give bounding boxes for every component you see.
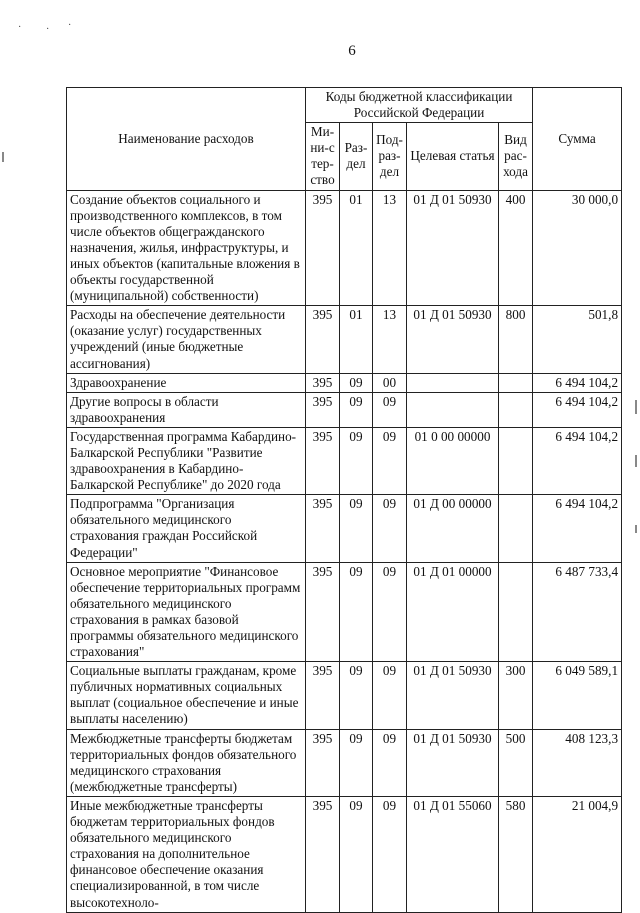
page-number: 6 [348, 43, 356, 59]
table-row [67, 729, 622, 796]
row-section: 09 [340, 495, 373, 562]
row-amount: 408 123,3 [533, 729, 622, 796]
row-name: Основное мероприятие "Финансовое обеспечение территориальных программ обязательного медицинского страхования в рамках базовой программы обязательного медицинского страхования" [67, 562, 306, 662]
row-amount: 6 049 589,1 [533, 662, 622, 729]
row-section: 09 [340, 796, 373, 912]
row-target [407, 392, 499, 427]
table-row [67, 427, 622, 494]
scan-edge-mark [2, 152, 4, 162]
row-name: Социальные выплаты гражданам, кроме публичных нормативных социальных выплат (социальное обеспечение и иные выплаты населению) [67, 662, 306, 729]
scan-edge-mark [635, 525, 637, 533]
row-name: Другие вопросы в области здравоохранения [67, 392, 306, 427]
row-expense-type: 400 [499, 190, 533, 306]
row-subsection: 09 [373, 562, 407, 662]
row-ministry: 395 [306, 662, 340, 729]
row-subsection: 09 [373, 662, 407, 729]
header-expense-type: Вид рас-хода [499, 123, 533, 190]
row-amount: 21 004,9 [533, 796, 622, 912]
row-ministry: 395 [306, 392, 340, 427]
row-expense-type [499, 373, 533, 392]
row-subsection: 13 [373, 306, 407, 373]
header-codes-group: Коды бюджетной классификации Российской Федерации [306, 88, 533, 123]
header-name: Наименование расходов [67, 88, 306, 191]
row-ministry: 395 [306, 373, 340, 392]
row-expense-type: 300 [499, 662, 533, 729]
row-amount: 501,8 [533, 306, 622, 373]
scan-mark: · [18, 22, 22, 33]
row-subsection: 09 [373, 427, 407, 494]
row-expense-type [499, 427, 533, 494]
row-amount: 6 487 733,4 [533, 562, 622, 662]
table-row [67, 562, 622, 662]
row-name: Расходы на обеспечение деятельности (оказание услуг) государственных учреждений (иные бюджетные ассигнования) [67, 306, 306, 373]
header-amount: Сумма [533, 88, 622, 191]
row-name: Государственная программа Кабардино-Балкарской Республики "Развитие здравоохранения в Кабардино-Балкарской Республике" до 2020 года [67, 427, 306, 494]
row-amount: 30 000,0 [533, 190, 622, 306]
table-row [67, 190, 622, 306]
table-row [67, 373, 622, 392]
row-section: 09 [340, 373, 373, 392]
row-ministry: 395 [306, 562, 340, 662]
scan-mark: · [46, 24, 50, 35]
row-expense-type [499, 562, 533, 662]
row-target: 01 Д 01 50930 [407, 190, 499, 306]
header-section: Раз-дел [340, 123, 373, 190]
row-ministry: 395 [306, 796, 340, 912]
row-ministry: 395 [306, 495, 340, 562]
row-target: 01 0 00 00000 [407, 427, 499, 494]
table-row [67, 306, 622, 373]
header-target: Целевая статья [407, 123, 499, 190]
row-amount: 6 494 104,2 [533, 373, 622, 392]
row-expense-type: 500 [499, 729, 533, 796]
row-subsection: 09 [373, 729, 407, 796]
budget-table [66, 87, 622, 913]
row-section: 09 [340, 427, 373, 494]
row-target: 01 Д 01 50930 [407, 662, 499, 729]
row-subsection: 13 [373, 190, 407, 306]
scan-edge-mark [635, 455, 637, 467]
table-row [67, 495, 622, 562]
row-target: 01 Д 00 00000 [407, 495, 499, 562]
row-name: Подпрограмма "Организация обязательного медицинского страхования граждан Российской Федерации" [67, 495, 306, 562]
row-expense-type: 800 [499, 306, 533, 373]
row-ministry: 395 [306, 306, 340, 373]
row-name: Здравоохранение [67, 373, 306, 392]
row-ministry: 395 [306, 729, 340, 796]
header-subsection: Под-раз-дел [373, 123, 407, 190]
row-name: Создание объектов социального и производственного комплексов, в том числе объектов общегражданского назначения, жилья, инфраструктуры, и иных объектов (капитальные вложения в объекты государственной (муниципальной) собственности) [67, 190, 306, 306]
row-ministry: 395 [306, 427, 340, 494]
row-subsection: 00 [373, 373, 407, 392]
table-row [67, 662, 622, 729]
row-expense-type: 580 [499, 796, 533, 912]
row-subsection: 09 [373, 796, 407, 912]
row-section: 09 [340, 729, 373, 796]
row-subsection: 09 [373, 392, 407, 427]
row-subsection: 09 [373, 495, 407, 562]
row-target: 01 Д 01 55060 [407, 796, 499, 912]
row-name: Межбюджетные трансферты бюджетам территориальных фондов обязательного медицинского страхования (межбюджетные трансферты) [67, 729, 306, 796]
row-target: 01 Д 01 50930 [407, 729, 499, 796]
row-name: Иные межбюджетные трансферты бюджетам территориальных фондов обязательного медицинского страхования на дополнительное финансовое обеспечение оказания специализированной, в том числе высокотехноло- [67, 796, 306, 912]
row-section: 09 [340, 392, 373, 427]
row-target [407, 373, 499, 392]
row-ministry: 395 [306, 190, 340, 306]
row-target: 01 Д 01 00000 [407, 562, 499, 662]
row-target: 01 Д 01 50930 [407, 306, 499, 373]
row-section: 01 [340, 306, 373, 373]
row-section: 01 [340, 190, 373, 306]
row-section: 09 [340, 662, 373, 729]
row-expense-type [499, 392, 533, 427]
table-row [67, 796, 622, 912]
scan-mark: · [68, 20, 72, 31]
row-section: 09 [340, 562, 373, 662]
scan-edge-mark [635, 400, 637, 414]
row-amount: 6 494 104,2 [533, 427, 622, 494]
row-amount: 6 494 104,2 [533, 392, 622, 427]
row-amount: 6 494 104,2 [533, 495, 622, 562]
row-expense-type [499, 495, 533, 562]
header-ministry: Ми-ни-стер-ство [306, 123, 340, 190]
table-row [67, 392, 622, 427]
